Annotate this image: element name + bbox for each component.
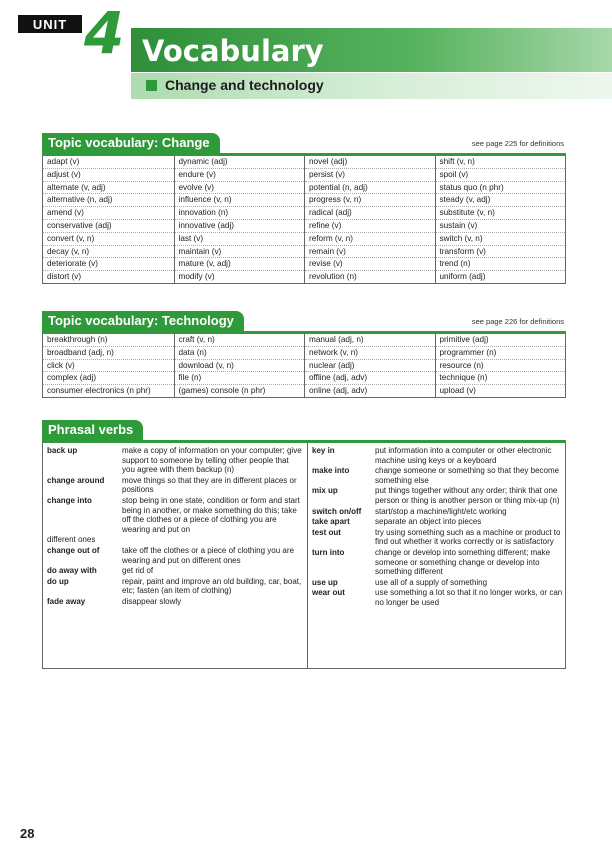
phrasal-verb-entry [47,597,303,607]
phrasal-verb-term: do away with [47,566,97,576]
phrasal-section-header [42,420,566,443]
phrasal-verb-term: test out [312,527,341,537]
change-word: adjust (v) [43,169,174,182]
phrasal-verb-definition: try using something such as a machine or product to find out whether it works correctly or is satisfactory [375,527,561,547]
technology-word: craft (v, n) [175,334,305,347]
change-word: transform (v) [436,246,566,259]
phrasal-verb-term: take apart [312,517,350,527]
change-word: decay (v, n) [43,246,174,259]
phrasal-verb-continuation: different ones [47,535,96,545]
phrasal-verb-entry [47,566,303,576]
change-word: evolve (v) [175,182,305,195]
change-word: status quo (n phr) [436,182,566,195]
phrasal-verbs-section [42,420,566,669]
change-word: substitute (v, n) [436,207,566,220]
change-word: radical (adj) [305,207,435,220]
phrasal-verb-definition: use all of a supply of something [375,577,488,587]
phrasal-verb-definition: move things so that they are in different places or positions [122,475,297,495]
unit-number: 4 [84,0,125,67]
change-word: innovative (adj) [175,220,305,233]
phrasal-verb-term: mix up [312,486,338,496]
phrasal-verb-term: make into [312,466,350,476]
change-word: conservative (adj) [43,220,174,233]
technology-word: consumer electronics (n phr) [47,386,151,396]
technology-column [435,334,566,397]
phrasal-verb-term: use up [312,577,338,587]
phrasal-verb-definition: disappear slowly [122,596,182,606]
phrasal-verb-entry [312,548,563,577]
phrasal-verb-definition: separate an object into pieces [375,517,482,527]
change-word: deteriorate (v) [43,258,174,271]
phrasal-verb-entry [312,517,563,527]
phrasal-verb-definition: repair, paint and improve an old building, car, boat, etc; fasten (an item of clothing) [122,576,302,596]
technology-word: online (adj, adv) [309,386,368,396]
change-section-note: see page 225 for definitions [471,139,564,148]
phrasal-section-label: Phrasal verbs [42,420,143,440]
phrasal-verb-entry [47,446,303,475]
change-vocabulary-grid [42,156,566,284]
change-column [435,156,566,283]
change-word: mature (v, adj) [175,258,305,271]
phrasal-verb-entry [312,446,563,465]
technology-vocabulary-grid [42,334,566,398]
change-word: adapt (v) [43,156,174,169]
technology-word: technique (n) [436,372,566,385]
technology-word: offline (adj, adv) [305,372,435,385]
phrasal-verb-term: wear out [312,588,345,598]
phrasal-verb-term: key in [312,446,335,455]
phrasal-verb-term: fade away [47,596,86,606]
change-word: dynamic (adj) [175,156,305,169]
phrasal-verb-definition: change someone or something so that they become something else [375,466,560,485]
unit-tab: UNIT [18,15,82,33]
phrasal-verb-term: switch on/off [312,506,362,516]
phrasal-verb-definition: start/stop a machine/light/etc working [375,506,507,516]
technology-word: complex (adj) [43,372,174,385]
phrasal-verb-definition: take off the clothes or a piece of clothing you are wearing and put on different ones [122,545,294,565]
phrasal-verb-entry [312,528,563,547]
technology-word: file (n) [175,372,305,385]
change-word: last (v) [175,233,305,246]
change-word: revolution (n) [309,272,357,282]
technology-word: breakthrough (n) [43,334,174,347]
phrasal-verb-entry [312,578,563,588]
phrasal-verb-term: turn into [312,547,345,557]
technology-word: click (v) [43,360,174,373]
phrasal-verb-definition: stop being in one state, condition or form and start being in another, or make something do this; take off the clothes or a piece of clothing you are wearing and put on [122,495,300,534]
change-word: novel (adj) [305,156,435,169]
change-word: influence (v, n) [175,194,305,207]
phrasal-verb-definition: put information into a computer or other electronic machine using keys or a keyboard [375,446,552,465]
phrasal-verb-entry [47,476,303,495]
technology-word: programmer (n) [436,347,566,360]
change-word: revise (v) [305,258,435,271]
change-word: sustain (v) [436,220,566,233]
technology-column [174,334,305,397]
change-section-header [42,133,566,156]
technology-word: upload (v) [439,386,476,396]
technology-word: download (v, n) [175,360,305,373]
page-subtitle: Change and technology [165,77,324,93]
phrasal-verb-term: change around [47,475,105,485]
change-vocabulary-section [42,133,566,284]
technology-word: broadband (adj, n) [43,347,174,360]
change-word: innovation (n) [175,207,305,220]
technology-word: manual (adj, n) [305,334,435,347]
technology-word: nuclear (adj) [305,360,435,373]
phrasal-verbs-box [42,443,566,669]
change-word: reform (v, n) [305,233,435,246]
phrasal-verb-term: back up [47,446,78,455]
change-word: shift (v, n) [436,156,566,169]
phrasal-verbs-right-column [307,443,567,668]
technology-word: data (n) [175,347,305,360]
page-number: 28 [20,826,35,841]
technology-column [43,334,174,397]
change-word: alternative (n, adj) [43,194,174,207]
change-word: potential (n, adj) [305,182,435,195]
change-word: progress (v, n) [305,194,435,207]
technology-word: resource (n) [436,360,566,373]
phrasal-verb-entry [312,588,563,607]
phrasal-verb-term: change into [47,495,92,505]
technology-vocabulary-section [42,311,566,398]
phrasal-verb-entry [47,577,303,596]
page-title: Vocabulary [142,34,324,68]
phrasal-verb-term: change out of [47,545,100,555]
phrasal-verb-entry [312,486,563,505]
change-word: spoil (v) [436,169,566,182]
phrasal-verb-definition: change or develop into something different; make someone or something change or develop into something different [375,547,551,577]
change-section-label: Topic vocabulary: Change [42,133,220,153]
change-word: persist (v) [305,169,435,182]
phrasal-verb-definition: put things together without any order; think that one person or thing is another person or thing mix-up (n) [375,486,560,505]
technology-word: (games) console (n phr) [178,386,266,396]
change-word: endure (v) [175,169,305,182]
change-column [174,156,305,283]
technology-section-label: Topic vocabulary: Technology [42,311,244,331]
change-word: modify (v) [178,272,215,282]
change-word: switch (v, n) [436,233,566,246]
change-word: uniform (adj) [439,272,486,282]
phrasal-verb-entry [312,507,563,517]
technology-section-header [42,311,566,334]
phrasal-verb-definition: get rid of [122,566,154,576]
phrasal-verbs-left-column [43,443,307,668]
technology-column [304,334,435,397]
change-word: convert (v, n) [43,233,174,246]
technology-word: network (v, n) [305,347,435,360]
change-word: alternate (v, adj) [43,182,174,195]
change-word: trend (n) [436,258,566,271]
change-word: remain (v) [305,246,435,259]
change-word: maintain (v) [175,246,305,259]
technology-section-note: see page 226 for definitions [471,317,564,326]
change-column [304,156,435,283]
change-word: amend (v) [43,207,174,220]
change-word: refine (v) [305,220,435,233]
change-word: distort (v) [47,272,82,282]
phrasal-verb-definition: make a copy of information on your computer; give support to someone by telling other people that you agree with them backup (n) [122,446,302,475]
change-column [43,156,174,283]
phrasal-verb-entry [47,496,303,534]
phrasal-verb-entry [312,466,563,485]
phrasal-verb-definition: use something a lot so that it no longer works, or can no longer be used [375,588,563,607]
phrasal-verb-term: do up [47,576,69,586]
phrasal-verb-entry [47,546,303,565]
technology-word: primitive (adj) [436,334,566,347]
change-word: steady (v, adj) [436,194,566,207]
subtitle-square-icon [146,80,157,91]
